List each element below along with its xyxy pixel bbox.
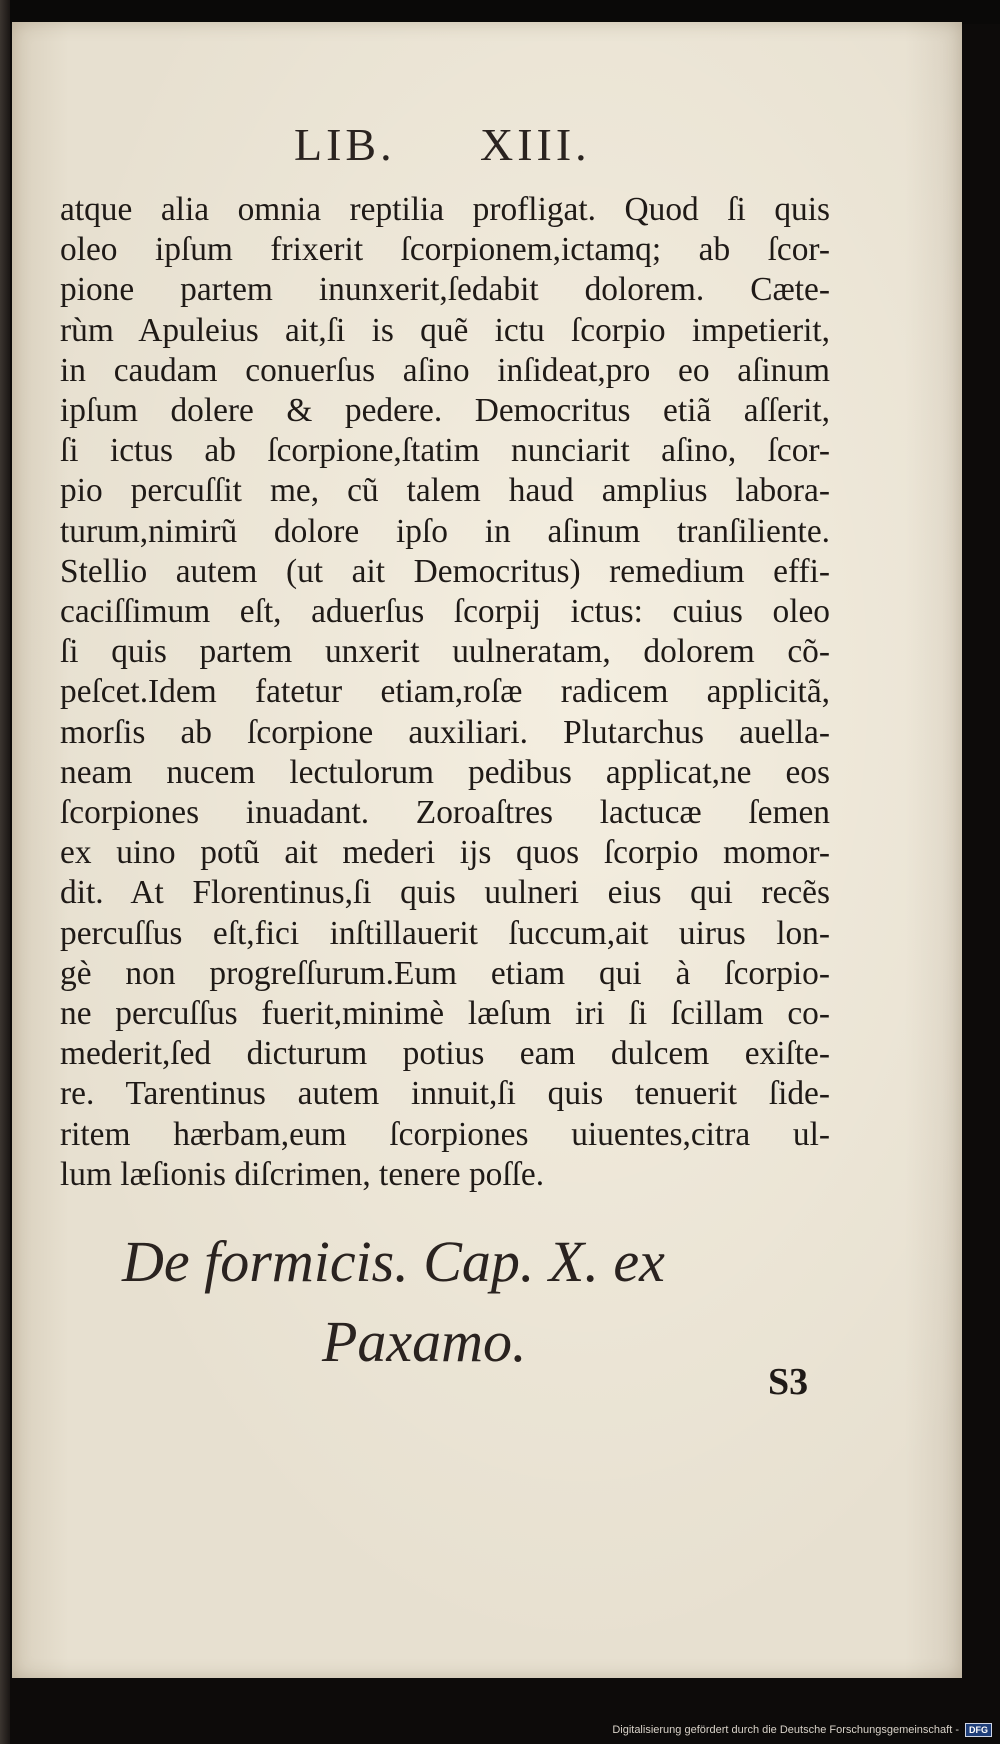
chapter-heading-line: De formicis. Cap. X. ex — [122, 1229, 665, 1294]
text-line: rùm Apuleius ait,ſi is quẽ ictu ſcorpio impetierit, — [60, 311, 830, 349]
signature-mark: S3 — [768, 1361, 809, 1403]
body-text — [60, 190, 830, 1195]
text-line: ſi ictus ab ſcorpione,ſtatim nunciarit aſino, ſcor- — [60, 432, 830, 470]
digitization-footer — [612, 1720, 992, 1740]
scan-left-edge — [0, 0, 10, 1744]
text-line: atque alia omnia reptilia profligat. Quod ſi quis — [60, 191, 830, 228]
text-line: pione partem inunxerit,ſedabit dolorem. Cæte- — [60, 271, 830, 309]
footer-credit: Digitalisierung gefördert durch die Deutsche Forschungsgemeinschaft - — [612, 1724, 959, 1736]
text-line: caciſſimum eſt, aduerſus ſcorpij ictus: cuius oleo — [60, 593, 830, 631]
text-line: ſcorpiones inuadant. Zoroaſtres lactucæ ſemen — [60, 794, 830, 832]
text-line: neam nucem lectulorum pedibus applicat,ne eos — [60, 753, 830, 791]
text-line: turum,nimirũ dolore ipſo in aſinum tranſiliente. — [60, 512, 830, 550]
text-line: peſcet.Idem fatetur etiam,roſæ radicem applicitã, — [60, 673, 830, 711]
text-line: oleo ipſum frixerit ſcorpionem,ictamq; ab ſcor- — [60, 231, 830, 269]
text-line: mederit,ſed dicturum potius eam dulcem exiſte- — [60, 1035, 830, 1073]
header-book-label: LIB. — [294, 119, 396, 170]
text-line: pio percuſſit me, cũ talem haud amplius labora- — [60, 472, 830, 510]
text-line: ipſum dolere & pedere. Democritus etiã aſſerit, — [60, 392, 830, 430]
text-line: in caudam conuerſus aſino inſideat,pro eo aſinum — [60, 351, 830, 389]
text-line: ritem hærbam,eum ſcorpiones uiuentes,citra ul- — [60, 1115, 830, 1153]
chapter-heading — [122, 1222, 822, 1382]
text-line: ſi quis partem unxerit uulneratam, dolorem cõ- — [60, 633, 830, 671]
text-line: gè non progreſſurum.Eum etiam qui à ſcorpio- — [60, 954, 830, 992]
text-line: lum læſionis diſcrimen, tenere poſſe. — [60, 1155, 545, 1193]
scan-top-band — [0, 0, 1000, 24]
book-page — [12, 22, 962, 1678]
text-line: ex uino potũ ait mederi ijs quos ſcorpio momor- — [60, 834, 830, 872]
text-line: percuſſus eſt,fici inſtillauerit ſuccum,ait uirus lon- — [60, 914, 830, 952]
header-book-number: XIII. — [480, 119, 591, 170]
running-header — [12, 118, 962, 178]
dfg-logo: DFG — [965, 1723, 992, 1737]
text-line: dit. At Florentinus,ſi quis uulneri eius qui recẽs — [60, 874, 830, 912]
text-line: ne percuſſus fuerit,minimè læſum iri ſi ſcillam co- — [60, 995, 830, 1033]
chapter-heading-line: Paxamo. — [322, 1309, 527, 1374]
text-line: Stellio autem (ut ait Democritus) remedium effi- — [60, 552, 830, 590]
text-line: morſis ab ſcorpione auxiliari. Plutarchus auella- — [60, 713, 830, 751]
text-line: re. Tarentinus autem innuit,ſi quis tenuerit ſide- — [60, 1075, 830, 1113]
